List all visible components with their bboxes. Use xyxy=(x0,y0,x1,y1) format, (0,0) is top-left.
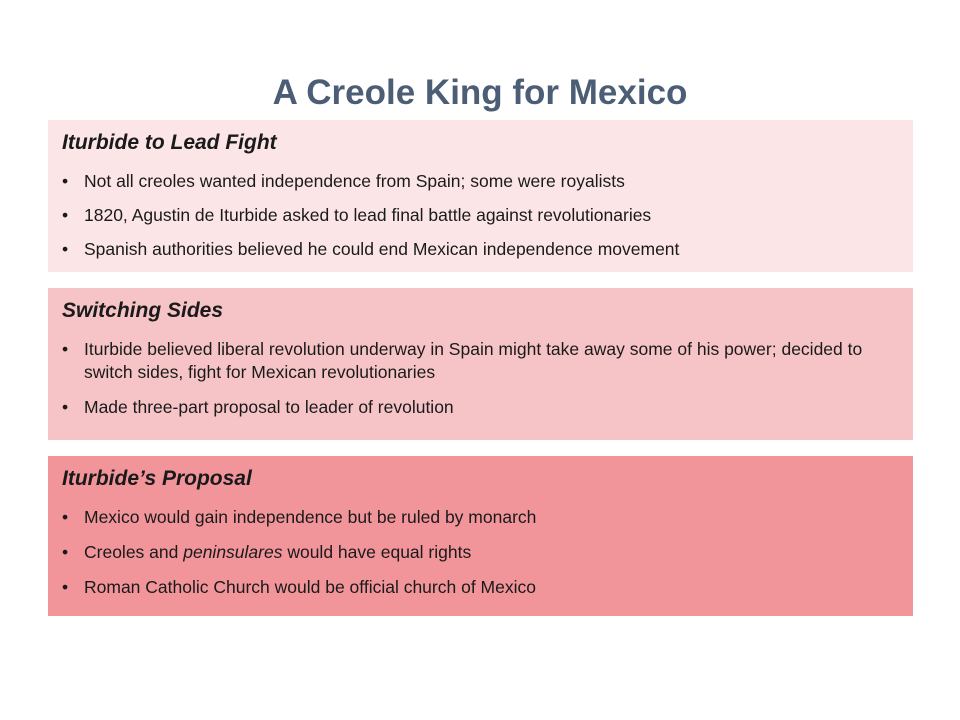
bullet-list xyxy=(62,338,899,419)
bullet-text: Creoles and xyxy=(84,542,184,562)
bullet-item: • Iturbide believed liberal revolution underway in Spain might take away some of his power; decided to switch sides, fight for Mexican revolutionaries xyxy=(62,338,899,384)
bullet-item: • Spanish authorities believed he could end Mexican independence movement xyxy=(62,238,899,261)
section-switching-sides xyxy=(48,288,913,440)
section-heading: Iturbide’s Proposal xyxy=(62,467,252,490)
section-iturbide-to-lead-fight xyxy=(48,120,913,272)
section-heading: Switching Sides xyxy=(62,299,224,322)
bullet-list xyxy=(62,506,899,599)
bullet-list xyxy=(62,170,899,261)
slide-title: A Creole King for Mexico xyxy=(272,73,688,112)
section-heading: Iturbide to Lead Fight xyxy=(62,131,277,154)
bullet-item: • Roman Catholic Church would be official church of Mexico xyxy=(62,576,899,599)
bullet-item: • 1820, Agustin de Iturbide asked to lead final battle against revolutionaries xyxy=(62,204,899,227)
bullet-item: • Made three-part proposal to leader of revolution xyxy=(62,396,899,419)
bullet-text: would have equal rights xyxy=(282,542,472,562)
bullet-item: • Mexico would gain independence but be ruled by monarch xyxy=(62,506,899,529)
section-iturbides-proposal xyxy=(48,456,913,616)
italic-term: peninsulares xyxy=(183,542,283,562)
bullet-item xyxy=(62,541,899,564)
bullet-item: • Not all creoles wanted independence from Spain; some were royalists xyxy=(62,170,899,193)
